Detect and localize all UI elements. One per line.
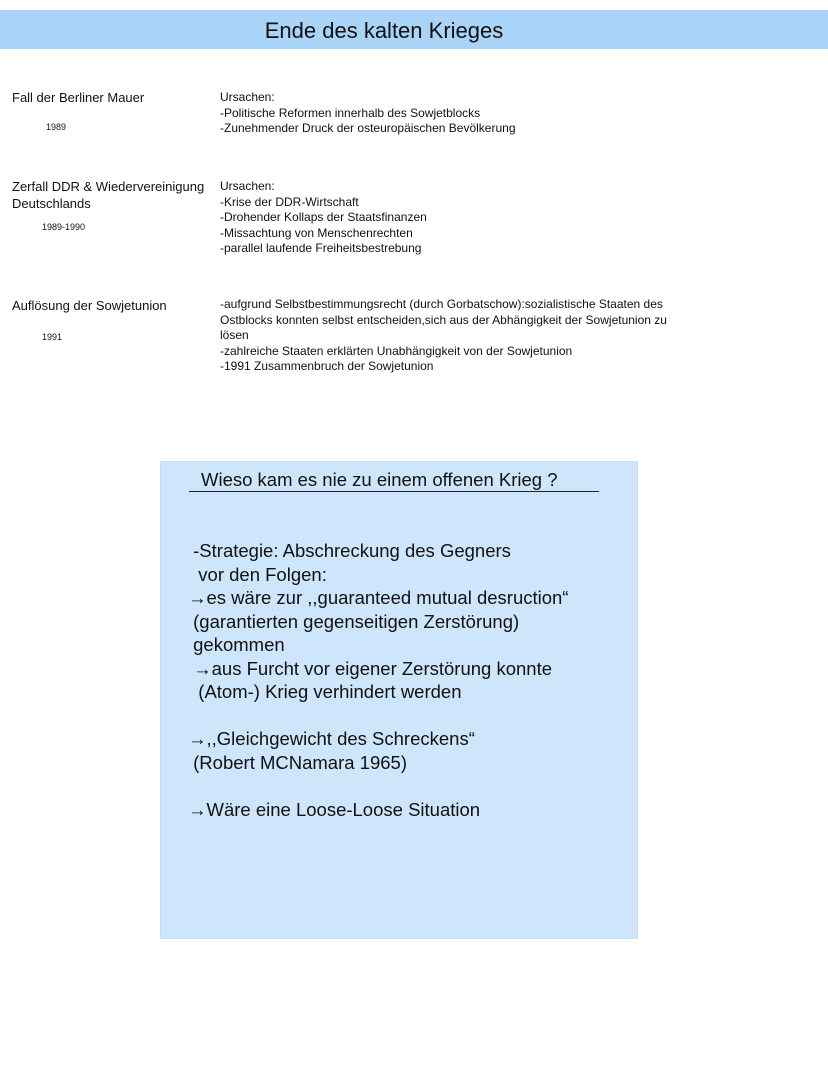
section-year-berliner-mauer: 1989 bbox=[46, 122, 67, 132]
answer-line: (garantierten gegenseitigen Zerstörung) bbox=[188, 610, 520, 632]
answer-line: →es wäre zur ,,guaranteed mutual desruction“ bbox=[188, 587, 569, 608]
section-causes-sowjetunion bbox=[220, 297, 720, 375]
answer-spacer bbox=[188, 704, 568, 728]
section-causes-ddr bbox=[220, 179, 720, 257]
answer-line: gekommen bbox=[188, 634, 285, 655]
cause-line: -zahlreiche Staaten erklärten Unabhängigkeit von der Sowjetunion bbox=[220, 343, 573, 358]
answer-line: →aus Furcht vor eigener Zerstörung konnte bbox=[188, 657, 553, 679]
page-title: Ende des kalten Krieges bbox=[264, 18, 504, 43]
section-year-sowjetunion: 1991 bbox=[42, 332, 63, 342]
section-year-ddr: 1989-1990 bbox=[42, 222, 86, 232]
cause-line: -aufgrund Selbstbestimmungsrecht (durch Gorbatschow):sozialistische Staaten des bbox=[220, 297, 663, 311]
cause-line: -Politische Reformen innerhalb des Sowjetblocks bbox=[220, 105, 481, 120]
cause-line: -Zunehmender Druck der osteuropäischen Bevölkerung bbox=[220, 121, 516, 135]
title-bar bbox=[0, 10, 828, 49]
question-underline bbox=[189, 491, 599, 492]
question-box bbox=[160, 461, 638, 939]
cause-line: -Drohender Kollaps der Staatsfinanzen bbox=[220, 210, 427, 224]
cause-line: Ostblocks konnten selbst entscheiden,sich aus der Abhängigkeit der Sowjetunion zu bbox=[220, 312, 667, 327]
section-topic-sowjetunion: Auflösung der Sowjetunion bbox=[12, 298, 167, 313]
question-answer bbox=[188, 539, 568, 821]
cause-line: lösen bbox=[220, 328, 249, 342]
section-causes-berliner-mauer bbox=[220, 90, 720, 137]
question-title: Wieso kam es nie zu einem offenen Krieg ? bbox=[201, 469, 558, 490]
answer-line: →,,Gleichgewicht des Schreckens“ bbox=[188, 728, 475, 749]
section-topic-ddr: Zerfall DDR & Wiedervereinigung Deutschlands bbox=[12, 179, 205, 211]
section-topic-berliner-mauer: Fall der Berliner Mauer bbox=[12, 90, 145, 105]
cause-line: -parallel laufende Freiheitsbestrebung bbox=[220, 241, 422, 255]
answer-line: →Wäre eine Loose-Loose Situation bbox=[188, 798, 481, 820]
answer-spacer bbox=[188, 774, 568, 798]
cause-line: -Missachtung von Menschenrechten bbox=[220, 225, 413, 240]
answer-line: -Strategie: Abschreckung des Gegners bbox=[188, 540, 511, 561]
answer-line: (Atom-) Krieg verhindert werden bbox=[188, 681, 462, 702]
cause-line: Ursachen: bbox=[220, 90, 275, 104]
cause-line: -1991 Zusammenbruch der Sowjetunion bbox=[220, 359, 434, 373]
cause-line: Ursachen: bbox=[220, 179, 275, 193]
cause-line: -Krise der DDR-Wirtschaft bbox=[220, 194, 359, 209]
answer-line: vor den Folgen: bbox=[188, 563, 327, 585]
answer-line: (Robert MCNamara 1965) bbox=[188, 751, 407, 773]
